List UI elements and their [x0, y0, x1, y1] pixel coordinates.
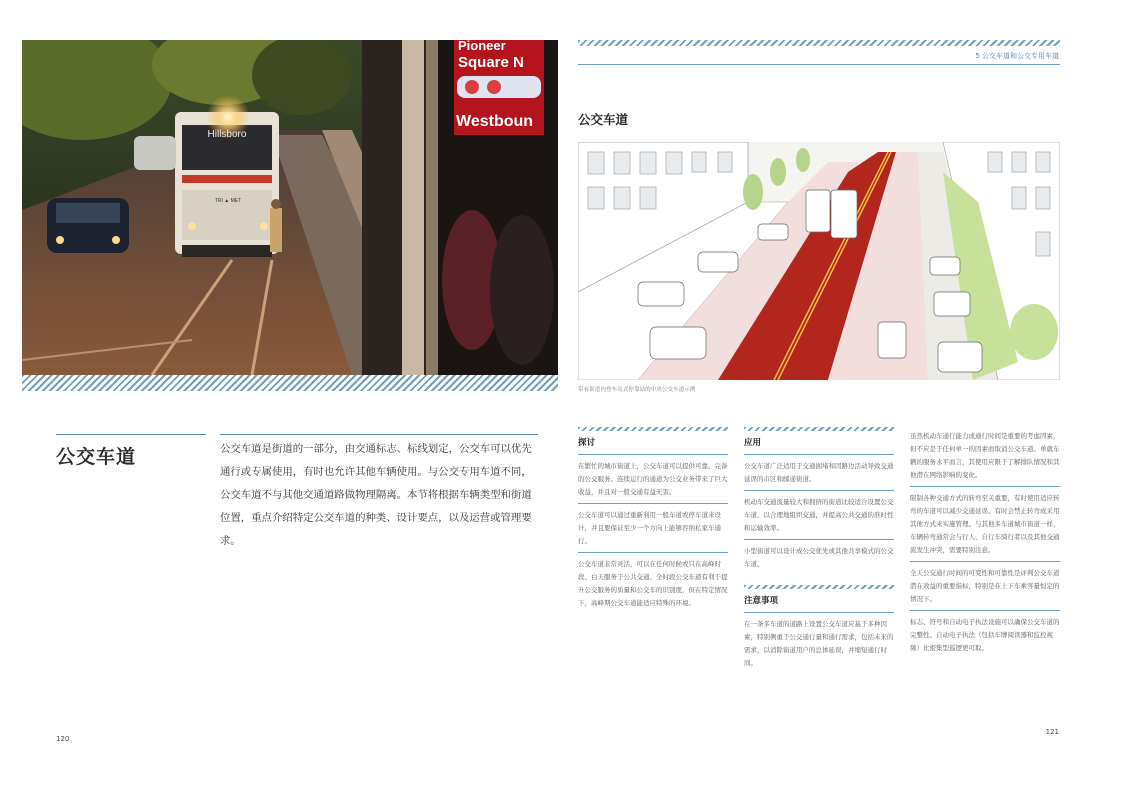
column-discussion	[578, 427, 728, 610]
illustration-caption: 带有街道内登车岛式停靠站的中央公交车道示例	[578, 387, 696, 393]
sign-square: Square N	[458, 54, 524, 71]
tram-destination-label: Hillsboro	[207, 129, 247, 140]
column-rule	[744, 454, 894, 455]
column-heading-notes: 注意事项	[744, 596, 779, 606]
paragraph-rule	[578, 552, 728, 553]
paragraph-rule	[910, 610, 1060, 611]
column-hatch	[744, 585, 894, 589]
streetcar-photo	[22, 40, 558, 375]
bus-lane-illustration	[578, 142, 1060, 380]
lead-body: 公交车道是街道的一部分，由交通标志、标线划定，公交车可以优先通行或专属使用，有时也允许其他车辆使用。与公交专用车道不同，公交车道不与其他交通道路做物理隔离。本节将根据车辆类型和街道位置，重点介绍特定公交车道的种类、设计要点，以及运营或管理要求。	[220, 443, 532, 547]
bus-lane-illustration-art	[578, 142, 1060, 380]
column-heading-discussion: 探讨	[578, 438, 596, 448]
application-paragraph: 机动车交通流量较大和拥挤的街道比较适合设置公交车道，以合理地组织交通，并提高公共交通的准时性和运输效率。	[744, 498, 894, 532]
notes-paragraph: 限制各种交通方式的转弯至关重要，有时使用适应转弯的车道可以减少交通延误。有时会禁止转弯或采用其他方式来实施管理。与其他多车道城市街道一样，车辆转弯通常会与行人、自行车骑行者以及其他交通流发生冲突，需要特别注意。	[910, 494, 1060, 554]
photo-hatch-band	[22, 375, 558, 391]
top-hatch-band	[578, 40, 1060, 46]
top-rule	[578, 64, 1060, 65]
column-hatch	[578, 427, 728, 431]
column-rule	[578, 454, 728, 455]
notes-paragraph: 在一条多车道的道路上设置公交车道应基于多种因素，特别侧重于公交通行量和通行需求，包括未来的需求，以消除街道用户的总体延误，并缩短通行时间。	[744, 620, 894, 667]
application-paragraph: 小型街道可以设计成公交优先或其他共享模式的公交车道。	[744, 547, 894, 568]
paragraph-rule	[910, 561, 1060, 562]
sign-westbound: Westboun	[456, 113, 534, 130]
right-page	[568, 40, 1076, 752]
discussion-paragraph: 在繁忙的城市街道上，公交车道可以提供可靠、完备的公交服务。连续运行的通道为公交业务带来了巨大收益，并且对一般交通有益无害。	[578, 462, 728, 496]
paragraph-rule	[744, 490, 894, 491]
application-paragraph: 公交车道广泛适用于交通拥堵和因路边活动导致交通延误的市区和邮递街道。	[744, 462, 894, 483]
notes-paragraph: 标志、符号和自动电子执法设施可以确保公交车道的完整性。自动电子执法（包括车牌阅读器和监控视频）比密集型巡逻更可取。	[910, 618, 1060, 652]
column-rule	[744, 612, 894, 613]
notes-paragraph: 全天公交通行时间的可变性和可靠性是评判公交车道潜在效益的重要指标，特别是在上下车乘客量恒定的情况下。	[910, 569, 1060, 603]
left-page	[22, 40, 558, 752]
page-number-right: 121	[1045, 728, 1059, 736]
paragraph-rule	[910, 486, 1060, 487]
tram-brand-label: TRI ▲ MET	[214, 198, 242, 204]
discussion-paragraph: 公交车道非常灵活，可以在任何时候或只在高峰时段、白天服务于公共交通。全时段公交车道有利于提升公交服务的质量和公交车的识别度，但在特定情况下，高峰期公交车道能适应特殊的环境。	[578, 560, 728, 607]
paragraph-rule	[578, 503, 728, 504]
section-title: 公交车道	[578, 112, 629, 127]
sign-pioneer: Pioneer	[458, 40, 506, 53]
running-head: 5 公交车道和公交专用车道	[975, 52, 1059, 60]
lead-title-rule	[56, 434, 206, 435]
streetcar-photo-art	[22, 40, 558, 375]
notes-paragraph: 虽然机动车通行能力或通行时间是重要的考虑因素，但不应是于任何单一的因素而取消公交车道。单就车辆的服务水平而言，其使用应限于了解排队情况和其他潜在网络影响的变化。	[910, 432, 1060, 479]
column-heading-application: 应用	[744, 438, 762, 448]
page-number-left: 120	[56, 735, 70, 743]
lead-body-rule	[220, 434, 538, 435]
discussion-paragraph: 公交车道可以通过重新利用一般车道或停车道来设计，并且要保证至少一个方向上能够容纳私家车通行。	[578, 511, 721, 545]
paragraph-rule	[744, 539, 894, 540]
column-notes-continued	[910, 430, 1060, 655]
lead-title: 公交车道	[56, 446, 137, 468]
column-hatch	[744, 427, 894, 431]
column-application	[744, 427, 894, 670]
